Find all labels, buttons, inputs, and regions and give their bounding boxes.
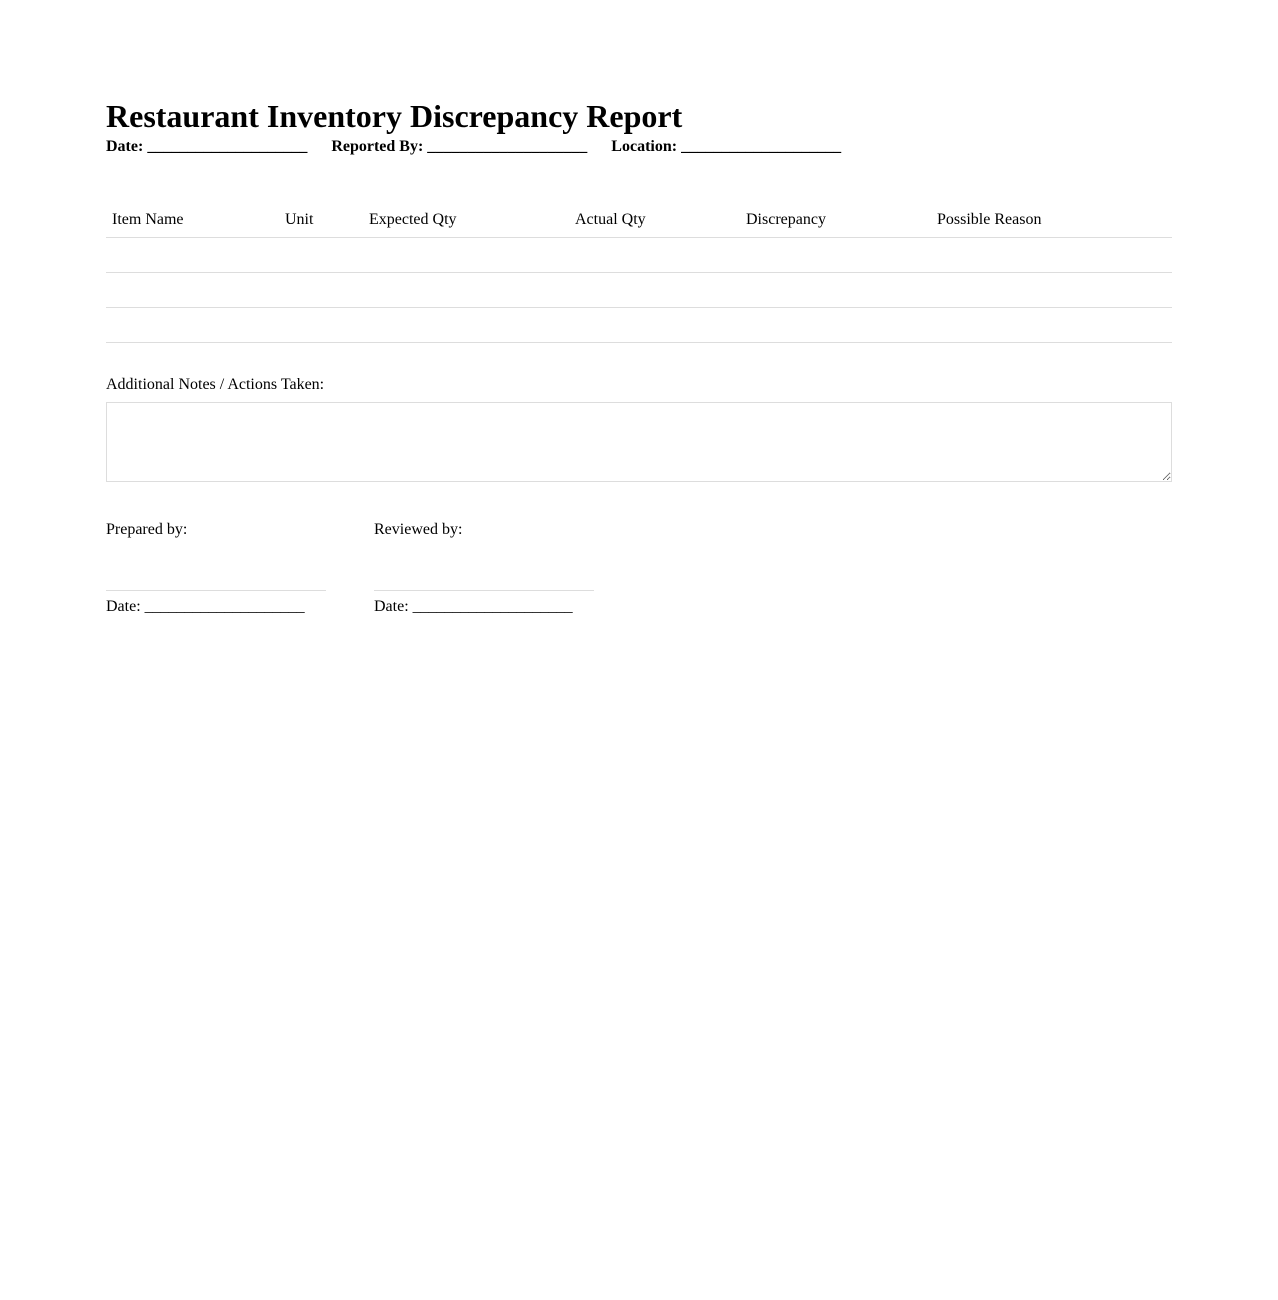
date-blank[interactable]: ____________________ [147, 138, 308, 155]
date-label: Date: [106, 138, 144, 155]
cell-possible-reason[interactable] [931, 308, 1172, 343]
col-actual-qty: Actual Qty [569, 203, 740, 238]
discrepancy-table [106, 203, 1172, 343]
prepared-by-block [106, 520, 326, 617]
reviewed-by-date [374, 597, 594, 617]
cell-expected-qty[interactable] [363, 308, 569, 343]
cell-unit[interactable] [279, 273, 363, 308]
prepared-by-label: Prepared by: [106, 521, 188, 538]
reviewed-by-date-blank[interactable]: ____________________ [412, 598, 573, 615]
cell-item-name[interactable] [106, 308, 279, 343]
cell-discrepancy[interactable] [740, 238, 931, 273]
date-field[interactable] [106, 138, 307, 155]
report-meta [106, 137, 1172, 157]
notes-label: Additional Notes / Actions Taken: [106, 376, 325, 393]
notes-textarea[interactable] [106, 402, 1172, 482]
cell-discrepancy[interactable] [740, 273, 931, 308]
col-expected-qty: Expected Qty [363, 203, 569, 238]
col-item-name: Item Name [106, 203, 279, 238]
reviewed-by-signature-line[interactable] [374, 590, 594, 591]
table-row [106, 308, 1172, 343]
cell-actual-qty[interactable] [569, 273, 740, 308]
reported-by-field[interactable] [331, 138, 587, 155]
cell-actual-qty[interactable] [569, 308, 740, 343]
reported-by-label: Reported By: [331, 138, 424, 155]
page-title: Restaurant Inventory Discrepancy Report [106, 98, 683, 134]
cell-discrepancy[interactable] [740, 308, 931, 343]
table-row [106, 273, 1172, 308]
cell-unit[interactable] [279, 238, 363, 273]
reviewed-by-label: Reviewed by: [374, 521, 463, 538]
table-header-row [106, 203, 1172, 238]
reported-by-blank[interactable]: ____________________ [427, 138, 588, 155]
cell-item-name[interactable] [106, 238, 279, 273]
location-blank[interactable]: ____________________ [681, 138, 842, 155]
cell-item-name[interactable] [106, 273, 279, 308]
signature-section [106, 520, 1172, 617]
reviewed-by-date-label: Date: [374, 598, 409, 615]
prepared-by-date-blank[interactable]: ____________________ [144, 598, 305, 615]
cell-possible-reason[interactable] [931, 238, 1172, 273]
col-discrepancy: Discrepancy [740, 203, 931, 238]
col-unit: Unit [279, 203, 363, 238]
cell-expected-qty[interactable] [363, 238, 569, 273]
report-page [0, 0, 1278, 617]
location-label: Location: [611, 138, 678, 155]
cell-actual-qty[interactable] [569, 238, 740, 273]
reviewed-by-block [374, 520, 594, 617]
col-possible-reason: Possible Reason [931, 203, 1172, 238]
prepared-by-date-label: Date: [106, 598, 141, 615]
cell-possible-reason[interactable] [931, 273, 1172, 308]
cell-expected-qty[interactable] [363, 273, 569, 308]
cell-unit[interactable] [279, 308, 363, 343]
table-row [106, 238, 1172, 273]
prepared-by-date [106, 597, 326, 617]
location-field[interactable] [611, 138, 841, 155]
prepared-by-signature-line[interactable] [106, 590, 326, 591]
